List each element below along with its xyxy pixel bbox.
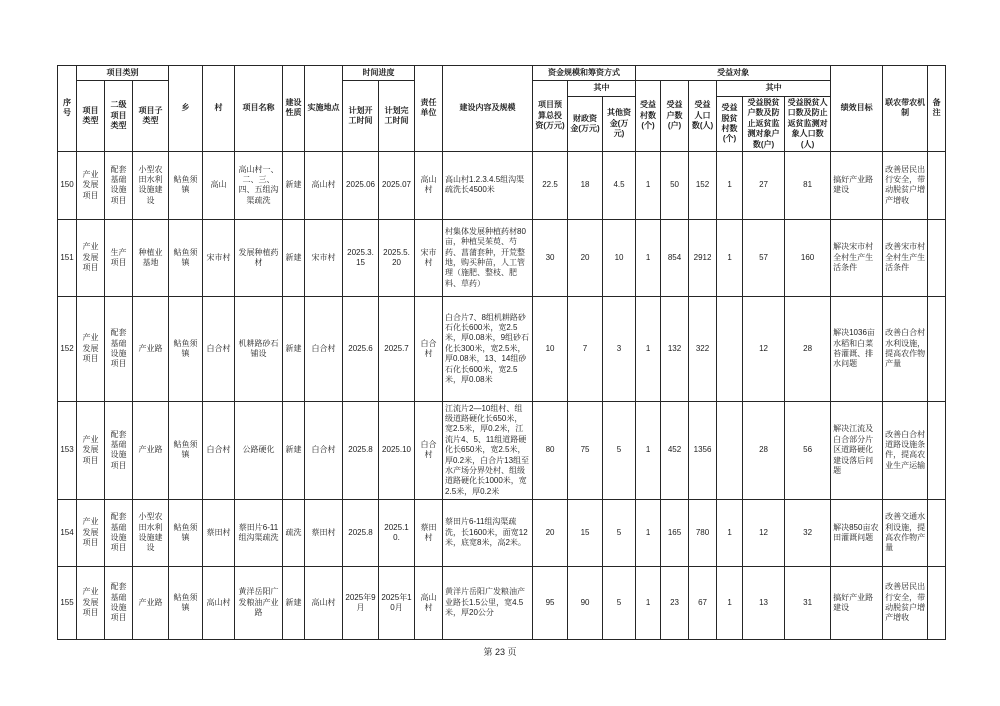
cell-township: 鲇鱼须镇	[169, 566, 203, 639]
cell-goal: 搞好产业路建设	[831, 151, 883, 219]
cell-seq: 154	[58, 499, 77, 566]
cell-poor-villages	[717, 401, 743, 499]
cell-village: 高山村	[203, 566, 235, 639]
cell-poor-population: 56	[785, 401, 831, 499]
col-header-goal: 绩效目标	[831, 66, 883, 152]
col-header-poor-villages: 受益脱贫村数(个)	[717, 97, 743, 152]
cell-seq: 151	[58, 219, 77, 296]
cell-start: 2025.3.15	[343, 219, 379, 296]
col-header-mechanism: 联农带农机制	[883, 66, 928, 152]
cell-poor-villages: 1	[717, 219, 743, 296]
cell-budget: 10	[533, 296, 568, 401]
table-row	[58, 499, 946, 566]
cell-nature: 新建	[283, 401, 305, 499]
cell-type: 产业发展项目	[77, 566, 105, 639]
cell-project-name: 发展种植药材	[235, 219, 283, 296]
col-header-other: 其他资金(万元)	[603, 97, 636, 152]
cell-mechanism: 改善白合村水利设施，提高农作物产量	[883, 296, 928, 401]
cell-remark	[928, 296, 946, 401]
cell-unit: 宋市村	[415, 219, 443, 296]
cell-village: 白合村	[203, 296, 235, 401]
cell-nature: 新建	[283, 296, 305, 401]
cell-population: 67	[689, 566, 717, 639]
cell-other: 5	[603, 401, 636, 499]
cell-nature: 新建	[283, 151, 305, 219]
cell-other: 3	[603, 296, 636, 401]
cell-subtype: 配套基础设施项目	[105, 401, 133, 499]
cell-township: 鲇鱼须镇	[169, 219, 203, 296]
cell-villages: 1	[636, 296, 661, 401]
cell-mechanism: 改善居民出行安全，带动脱贫户增产增收	[883, 151, 928, 219]
cell-sub-category: 小型农田水利设施建设	[133, 499, 169, 566]
cell-villages: 1	[636, 219, 661, 296]
cell-subtype: 配套基础设施项目	[105, 151, 133, 219]
cell-content: 江流片2—10组村、组级道路硬化长650米，宽2.5米，厚0.2米，江流片4、5、11组道路硬化长650米，宽2.5米，厚0.2米，白合片13组至水产场分界处村、组级道路硬化长1000米，宽2.5米，厚0.2米	[443, 401, 533, 499]
cell-sub-category: 产业路	[133, 296, 169, 401]
cell-budget: 30	[533, 219, 568, 296]
cell-seq: 155	[58, 566, 77, 639]
cell-budget: 22.5	[533, 151, 568, 219]
cell-location: 宋市村	[305, 219, 343, 296]
cell-poor-population: 81	[785, 151, 831, 219]
col-header-township: 乡	[169, 66, 203, 152]
cell-type: 产业发展项目	[77, 296, 105, 401]
cell-village: 宋市村	[203, 219, 235, 296]
cell-fiscal: 15	[568, 499, 603, 566]
cell-poor-population: 31	[785, 566, 831, 639]
cell-start: 2025.8	[343, 499, 379, 566]
cell-sub-category: 种植业基地	[133, 219, 169, 296]
table-row	[58, 219, 946, 296]
cell-location: 白合村	[305, 401, 343, 499]
cell-location: 蔡田村	[305, 499, 343, 566]
col-header-location: 实施地点	[305, 66, 343, 152]
cell-unit: 白合村	[415, 296, 443, 401]
cell-township: 鲇鱼须镇	[169, 499, 203, 566]
cell-project-name: 机耕路砂石铺设	[235, 296, 283, 401]
cell-content: 黄洋片岳阳广发粮油产业路长1.5公里，宽4.5米，厚20公分	[443, 566, 533, 639]
cell-households: 132	[661, 296, 689, 401]
col-header-category-group: 项目类别	[77, 66, 169, 81]
cell-end: 2025.5.20	[379, 219, 415, 296]
cell-households: 165	[661, 499, 689, 566]
cell-mechanism: 改善白合村道路设施条件，提高农业生产运输	[883, 401, 928, 499]
cell-goal: 解决江流及白合部分片区道路硬化建设落后问题	[831, 401, 883, 499]
col-header-end: 计划完工时间	[379, 81, 415, 152]
col-header-households: 受益户数(户)	[661, 81, 689, 152]
header-row-groups	[58, 66, 946, 81]
cell-village: 蔡田村	[203, 499, 235, 566]
cell-poor-households: 12	[743, 296, 785, 401]
cell-sub-category: 产业路	[133, 566, 169, 639]
cell-fiscal: 20	[568, 219, 603, 296]
cell-goal: 解决宋市村全村生产生活条件	[831, 219, 883, 296]
cell-households: 23	[661, 566, 689, 639]
cell-other: 5	[603, 566, 636, 639]
cell-population: 1356	[689, 401, 717, 499]
cell-poor-villages	[717, 296, 743, 401]
cell-households: 452	[661, 401, 689, 499]
cell-fiscal: 90	[568, 566, 603, 639]
col-header-seq: 序号	[58, 66, 77, 152]
cell-start: 2025.6	[343, 296, 379, 401]
cell-other: 5	[603, 499, 636, 566]
cell-goal: 解决850亩农田灌溉问题	[831, 499, 883, 566]
cell-remark	[928, 566, 946, 639]
cell-poor-villages: 1	[717, 151, 743, 219]
project-table	[57, 65, 946, 640]
cell-remark	[928, 401, 946, 499]
cell-fiscal: 7	[568, 296, 603, 401]
cell-villages: 1	[636, 401, 661, 499]
cell-end: 2025.10	[379, 401, 415, 499]
table-row	[58, 151, 946, 219]
cell-location: 高山村	[305, 151, 343, 219]
cell-type: 产业发展项目	[77, 499, 105, 566]
col-header-budget: 项目预算总投资(万元)	[533, 81, 568, 152]
cell-other: 4.5	[603, 151, 636, 219]
col-header-nature: 建设性质	[283, 66, 305, 152]
cell-township: 鲇鱼须镇	[169, 401, 203, 499]
cell-poor-villages: 1	[717, 499, 743, 566]
col-header-village: 村	[203, 66, 235, 152]
cell-content: 白合片7、8组机耕路砂石化长600米，宽2.5米，厚0.08米，9组砂石化长300米，宽2.5米，厚0.08米，13、14组砂石化长600米，宽2.5米，厚0.08米	[443, 296, 533, 401]
col-header-remark: 备注	[928, 66, 946, 152]
cell-poor-population: 32	[785, 499, 831, 566]
cell-poor-population: 160	[785, 219, 831, 296]
col-header-subtype: 二级项目类型	[105, 81, 133, 152]
cell-subtype: 配套基础设施项目	[105, 499, 133, 566]
table-row	[58, 401, 946, 499]
cell-township: 鲇鱼须镇	[169, 296, 203, 401]
cell-village: 高山	[203, 151, 235, 219]
cell-project-name: 公路硬化	[235, 401, 283, 499]
cell-end: 2025.10.	[379, 499, 415, 566]
cell-poor-households: 13	[743, 566, 785, 639]
cell-villages: 1	[636, 499, 661, 566]
cell-location: 白合村	[305, 296, 343, 401]
cell-unit: 蔡田村	[415, 499, 443, 566]
cell-village: 白合村	[203, 401, 235, 499]
cell-households: 854	[661, 219, 689, 296]
cell-villages: 1	[636, 566, 661, 639]
col-header-among-beneficiary: 其中	[717, 81, 831, 97]
cell-population: 322	[689, 296, 717, 401]
col-header-beneficiary-group: 受益对象	[636, 66, 831, 81]
cell-budget: 20	[533, 499, 568, 566]
cell-budget: 80	[533, 401, 568, 499]
col-header-poor-population: 受益脱贫人口数及防止返贫监测对象人口数(人)	[785, 97, 831, 152]
cell-location: 高山村	[305, 566, 343, 639]
cell-poor-households: 12	[743, 499, 785, 566]
cell-subtype: 配套基础设施项目	[105, 296, 133, 401]
col-header-schedule-group: 时间进度	[343, 66, 415, 81]
cell-township: 鲇鱼须镇	[169, 151, 203, 219]
cell-nature: 疏洗	[283, 499, 305, 566]
cell-content: 蔡田片6-11组沟渠疏洗，长1600米，面宽12米，底宽8米，高2米。	[443, 499, 533, 566]
col-header-project-name: 项目名称	[235, 66, 283, 152]
cell-project-name: 高山村一、二、三、四、五组沟渠疏洗	[235, 151, 283, 219]
cell-poor-households: 28	[743, 401, 785, 499]
col-header-unit: 责任单位	[415, 66, 443, 152]
cell-unit: 高山村	[415, 151, 443, 219]
cell-end: 2025.07	[379, 151, 415, 219]
cell-project-name: 蔡田片6-11组沟渠疏洗	[235, 499, 283, 566]
cell-poor-population: 28	[785, 296, 831, 401]
cell-end: 2025.7	[379, 296, 415, 401]
table-body	[58, 151, 946, 639]
col-header-content: 建设内容及规模	[443, 66, 533, 152]
cell-start: 2025年9月	[343, 566, 379, 639]
cell-remark	[928, 219, 946, 296]
cell-subtype: 配套基础设施项目	[105, 566, 133, 639]
cell-sub-category: 产业路	[133, 401, 169, 499]
cell-mechanism: 改善居民出行安全，带动脱贫户增产增收	[883, 566, 928, 639]
cell-poor-villages: 1	[717, 566, 743, 639]
cell-population: 152	[689, 151, 717, 219]
cell-remark	[928, 151, 946, 219]
page-number: 第 23 页	[483, 647, 517, 657]
col-header-fiscal: 财政资金(万元)	[568, 97, 603, 152]
col-header-start: 计划开工时间	[343, 81, 379, 152]
cell-sub-category: 小型农田水利设施建设	[133, 151, 169, 219]
col-header-among-funding: 其中	[568, 81, 636, 97]
cell-mechanism: 改善宋市村全村生产生活条件	[883, 219, 928, 296]
cell-remark	[928, 499, 946, 566]
cell-start: 2025.06	[343, 151, 379, 219]
cell-nature: 新建	[283, 566, 305, 639]
table-row	[58, 566, 946, 639]
cell-goal: 解决1036亩水稻和白菜苔灌溉、排水问题	[831, 296, 883, 401]
col-header-funding-group: 资金规模和筹资方式	[533, 66, 636, 81]
cell-fiscal: 18	[568, 151, 603, 219]
cell-end: 2025年10月	[379, 566, 415, 639]
cell-seq: 152	[58, 296, 77, 401]
cell-content: 高山村1.2.3.4.5组沟渠疏洗长4500米	[443, 151, 533, 219]
cell-fiscal: 75	[568, 401, 603, 499]
cell-type: 产业发展项目	[77, 151, 105, 219]
cell-mechanism: 改善交通水利设施，提高农作物产量	[883, 499, 928, 566]
cell-population: 780	[689, 499, 717, 566]
cell-unit: 白合村	[415, 401, 443, 499]
cell-other: 10	[603, 219, 636, 296]
cell-unit: 高山村	[415, 566, 443, 639]
cell-households: 50	[661, 151, 689, 219]
cell-population: 2912	[689, 219, 717, 296]
col-header-population: 受益人口数(人)	[689, 81, 717, 152]
cell-villages: 1	[636, 151, 661, 219]
col-header-type: 项目类型	[77, 81, 105, 152]
col-header-sub-category: 项目子类型	[133, 81, 169, 152]
cell-goal: 搞好产业路建设	[831, 566, 883, 639]
col-header-poor-households: 受益脱贫户数及防止返贫监测对象户数(户)	[743, 97, 785, 152]
cell-poor-households: 27	[743, 151, 785, 219]
cell-start: 2025.8	[343, 401, 379, 499]
cell-subtype: 生产项目	[105, 219, 133, 296]
cell-type: 产业发展项目	[77, 401, 105, 499]
cell-seq: 150	[58, 151, 77, 219]
cell-project-name: 黄洋岳阳广发粮油产业路	[235, 566, 283, 639]
cell-nature: 新建	[283, 219, 305, 296]
table-row	[58, 296, 946, 401]
cell-type: 产业发展项目	[77, 219, 105, 296]
cell-seq: 153	[58, 401, 77, 499]
cell-budget: 95	[533, 566, 568, 639]
col-header-villages: 受益村数(个)	[636, 81, 661, 152]
cell-content: 村集体发展种植药材80亩，种植吴茱萸、芍药、菖蒲套种，开荒整地，购买种苗，人工管理（施肥、整枝、肥料、草药）	[443, 219, 533, 296]
cell-poor-households: 57	[743, 219, 785, 296]
